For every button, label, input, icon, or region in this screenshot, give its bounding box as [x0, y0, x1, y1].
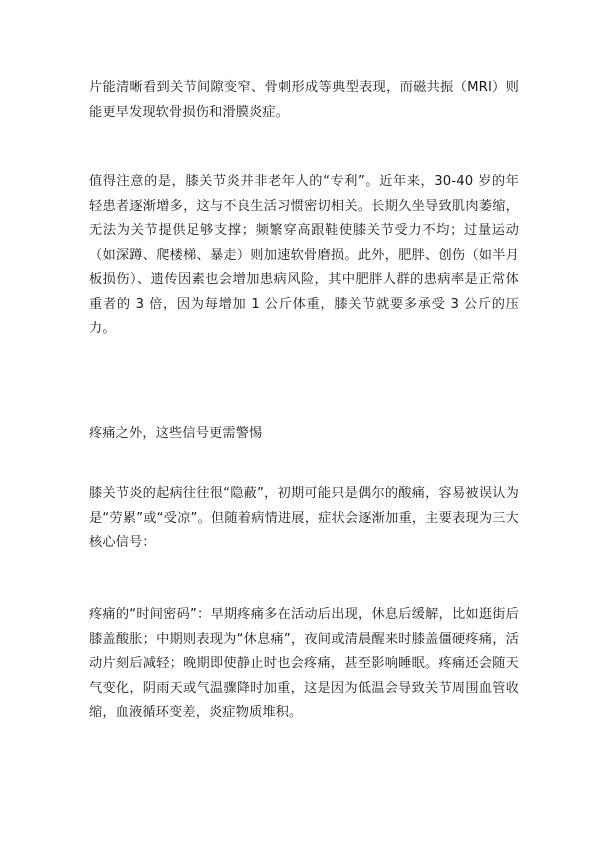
paragraph-mri-diagnosis: 片能清晰看到关节间隙变窄、骨刺形成等典型表现，而磁共振（MRI）则能更早发现软骨损伤和滑膜炎症。 — [89, 80, 519, 120]
paragraph-young-patients: 值得注意的是，膝关节炎并非老年人的“专利”。近年来，30-40 岁的年轻患者逐渐增多，这与不良生活习惯密切相关。长期久坐导致肌肉萎缩，无法为关节提供足够支撑；频繁穿高跟鞋使膝关节受力不均；过量运动（如深蹲、爬楼梯、暴走）则加速软骨磨损。此外，肥胖、创伤（如半月板损伤）、遗传因素也会增加患病风险，其中肥胖人群的患病率是正常体重者的 3 倍，因为每增加 1 公斤体重，膝关节就要多承受 3 公斤的压力。 — [89, 174, 519, 336]
paragraph-onset-symptoms: 膝关节炎的起病往往很“隐蔽”，初期可能只是偶尔的酸痛，容易被误认为是“劳累”或“受凉”。但随着病情进展，症状会逐渐加重，主要表现为三大核心信号： — [89, 486, 519, 550]
paragraph-pain-timing: 疼痛的“时间密码”：早期疼痛多在活动后出现，休息后缓解，比如逛街后膝盖酸胀；中期则表现为“休息痛”，夜间或清晨醒来时膝盖僵硬疼痛，活动片刻后减轻；晚期即使静止时也会疼痛，甚至影响睡眠。疼痛还会随天气变化，阴雨天或气温骤降时加重，这是因为低温会导致关节周围血管收缩，血液循环变差，炎症物质堆积。 — [89, 607, 519, 720]
section-heading-warning-signals: 疼痛之外，这些信号更需警惕 — [89, 426, 263, 441]
